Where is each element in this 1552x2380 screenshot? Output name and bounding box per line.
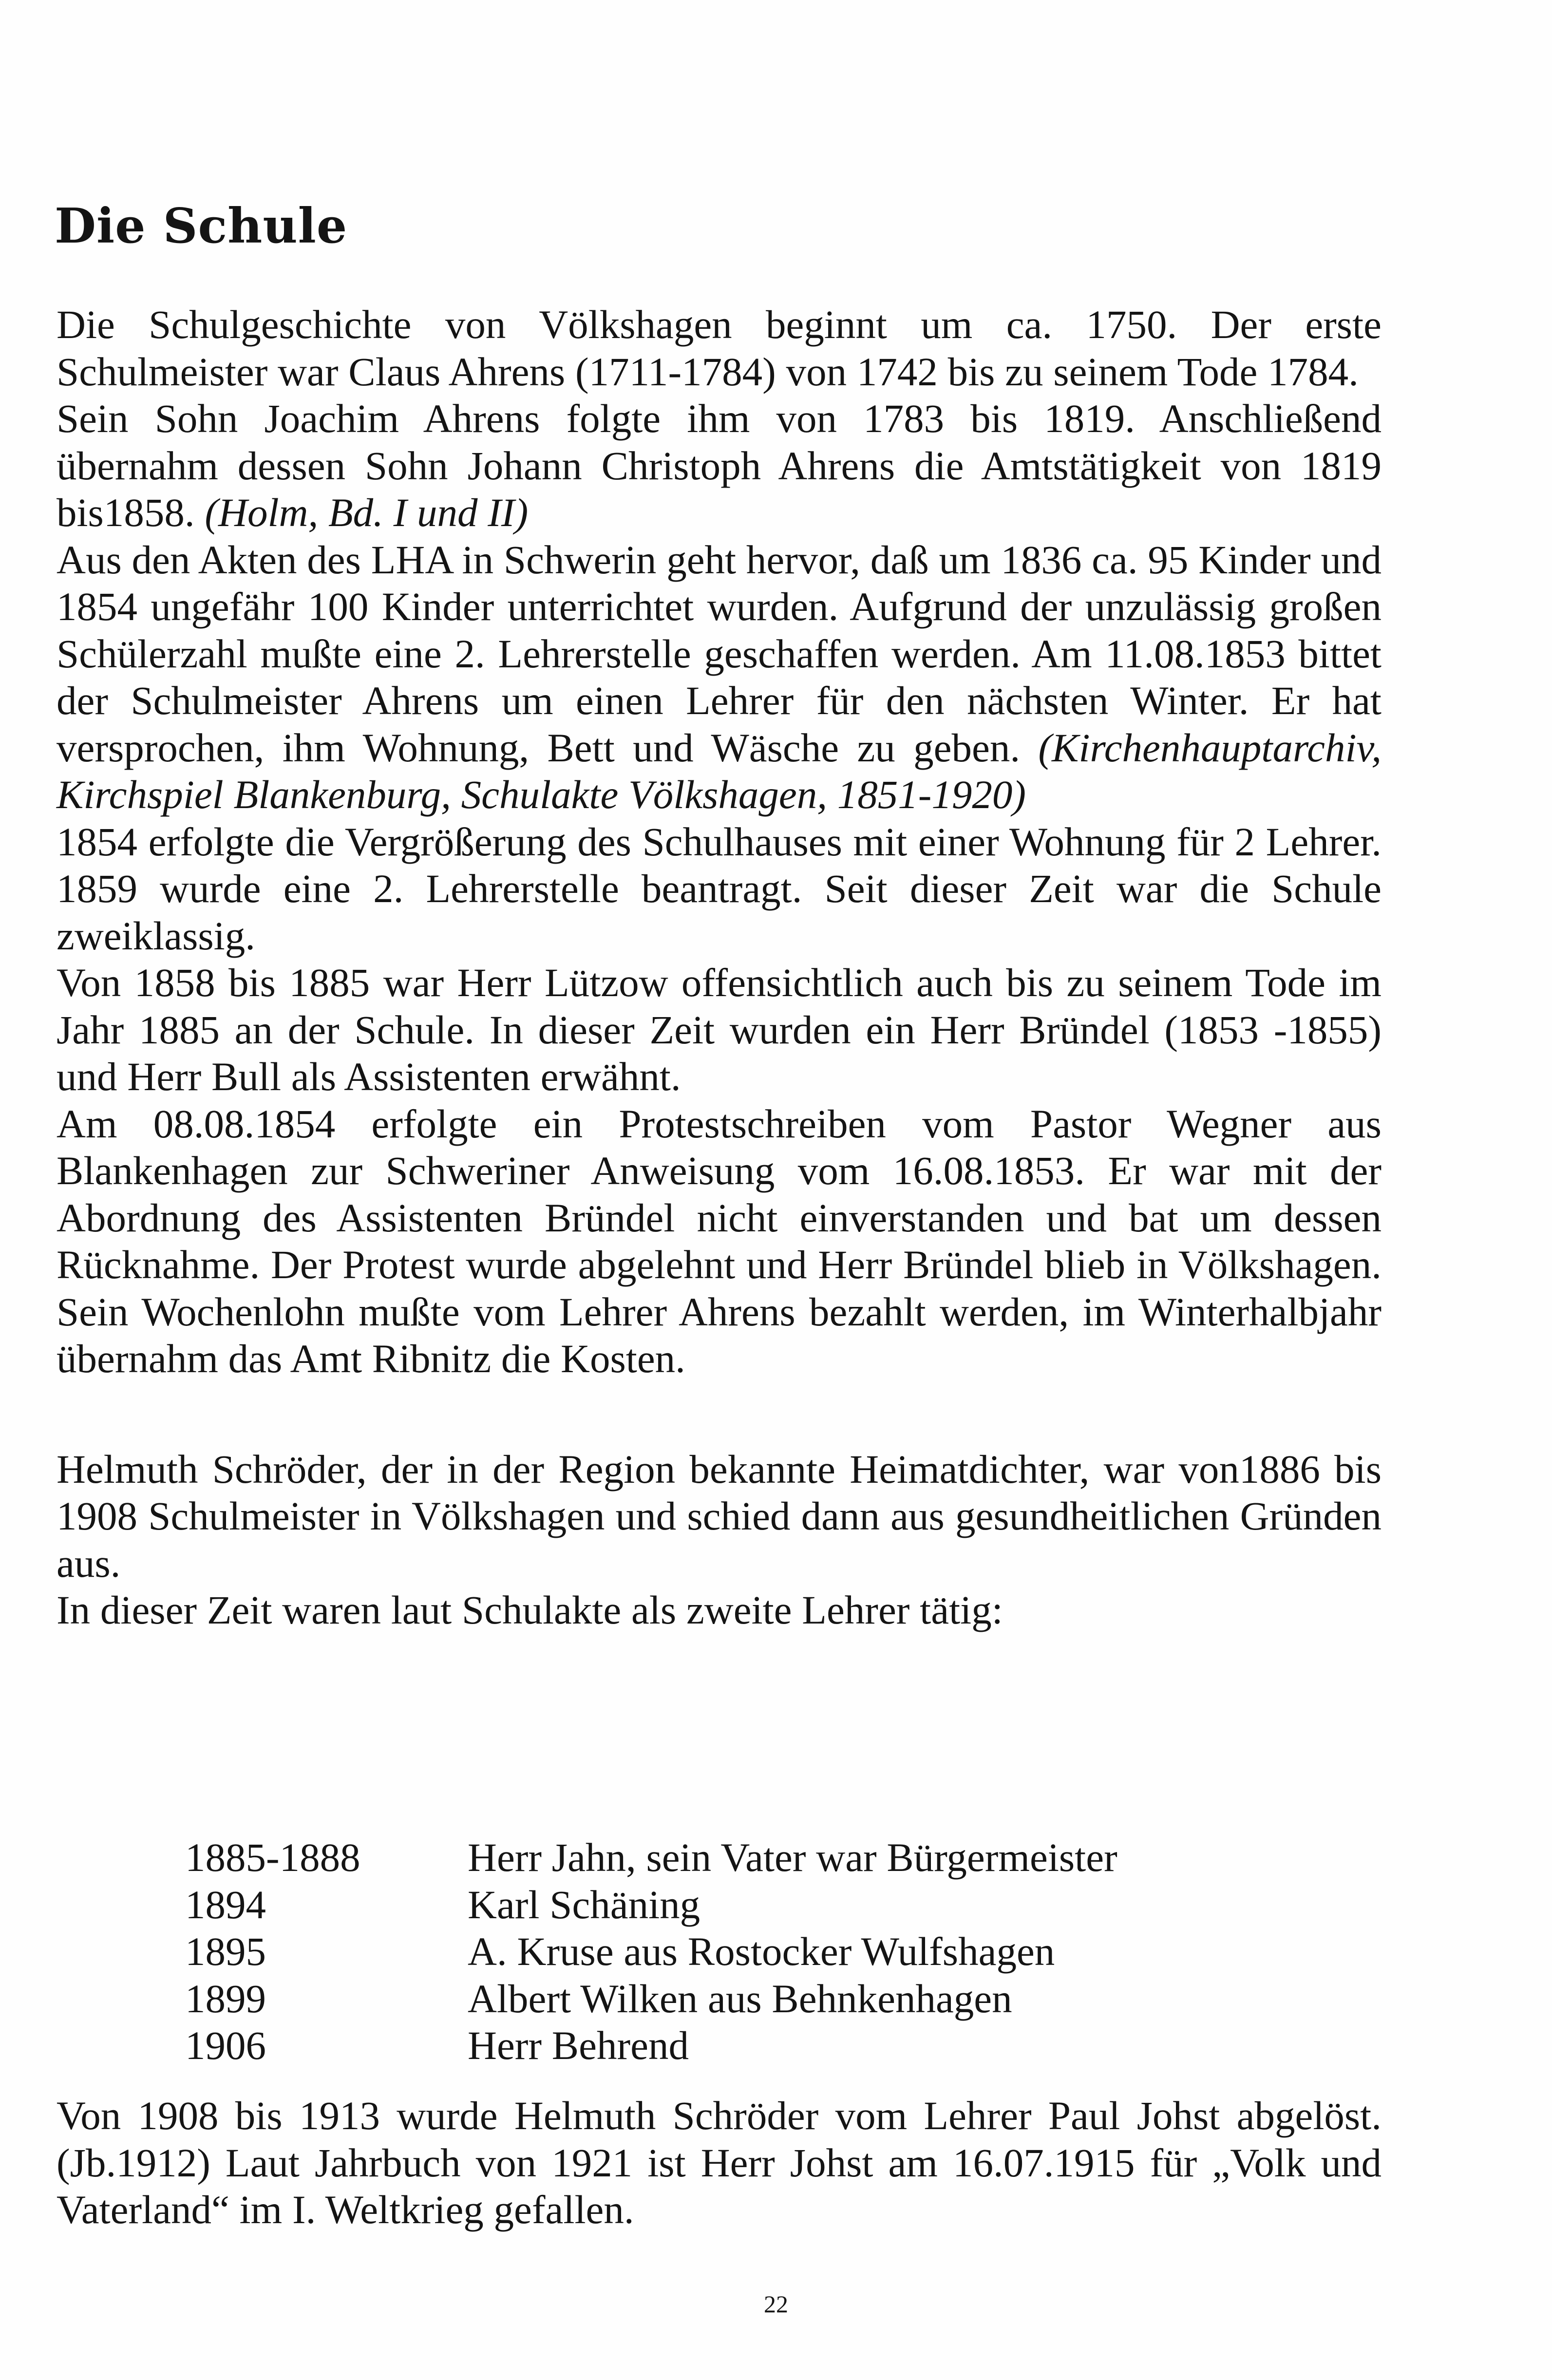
- page-title: Die Schule: [55, 198, 348, 254]
- teacher-years: 1899: [185, 1976, 266, 2021]
- paragraph-helmuth-schroeder: Helmuth Schröder, der in der Region bekannte Heimatdichter, war von1886 bis 1908 Schulmeister in Völkshagen und schied dann aus gesundheitlichen Gründen aus.: [57, 1446, 1382, 1586]
- teacher-years: 1885-1888: [185, 1835, 360, 1880]
- source-reference: (Kirchenhauptarchiv, Kirchspiel Blankenburg, Schulakte Völkshagen, 1851-1920): [57, 725, 1382, 817]
- teacher-name: Albert Wilken aus Behnkenhagen: [468, 1976, 1012, 2021]
- teacher-years: 1895: [185, 1929, 266, 1974]
- teacher-row: [185, 1881, 1117, 1928]
- teacher-row: [185, 1834, 1117, 1881]
- paragraph-paul-johst: Von 1908 bis 1913 wurde Helmuth Schröder vom Lehrer Paul Johst abgelöst. (Jb.1912) Laut Jahrbuch von 1921 ist Herr Johst am 16.07.1915 für „Volk und Vaterland“ im I. Weltkrieg gefallen.: [57, 2093, 1382, 2232]
- paragraph-second-teachers-intro: In dieser Zeit waren laut Schulakte als zweite Lehrer tätig:: [57, 1587, 1003, 1632]
- teacher-name: Herr Jahn, sein Vater war Bürgermeister: [468, 1835, 1117, 1880]
- paragraph-school-expansion: 1854 erfolgte die Vergrößerung des Schulhauses mit einer Wohnung für 2 Lehrer. 1859 wurde eine 2. Lehrerstelle beantragt. Seit dieser Zeit war die Schule zweiklassig.: [57, 819, 1382, 958]
- paragraph-protest-letter: Am 08.08.1854 erfolgte ein Protestschreiben vom Pastor Wegner aus Blankenhagen zur Schweriner Anweisung vom 16.08.1853. Er war mit der Abordnung des Assistenten Bründel nicht einverstanden und bat um dessen Rücknahme. Der Protest wurde abgelehnt und Herr Bründel blieb in Völkshagen. Sein Wochenlohn mußte vom Lehrer Ahrens bezahlt werden, im Winterhalbjahr übernahm das Amt Ribnitz die Kosten.: [57, 1101, 1382, 1381]
- teacher-name: A. Kruse aus Rostocker Wulfshagen: [468, 1929, 1055, 1974]
- teacher-name: Karl Schäning: [468, 1882, 700, 1927]
- source-reference: (Holm, Bd. I und II): [205, 490, 529, 535]
- paragraph-joachim-ahrens: [57, 395, 1382, 536]
- body-text: [57, 301, 1382, 1634]
- paragraph-lha-records: [57, 536, 1382, 818]
- teacher-list: [185, 1834, 1117, 2069]
- paragraph-text: Sein Sohn Joachim Ahrens folgte ihm von 1783 bis 1819. Anschließend übernahm dessen Sohn Johann Christoph Ahrens die Amtstätigkeit von 1819 bis1858.: [57, 396, 1382, 535]
- teacher-row: [185, 1928, 1117, 1975]
- teacher-years: 1906: [185, 2023, 266, 2068]
- teacher-years: 1894: [185, 1882, 266, 1927]
- teacher-row: [185, 1975, 1117, 2022]
- teacher-row: [185, 2022, 1117, 2069]
- page-number: 22: [764, 2290, 788, 2318]
- paragraph-school-history: Die Schulgeschichte von Völkshagen beginnt um ca. 1750. Der erste Schulmeister war Claus Ahrens (1711-1784) von 1742 bis zu seinem Tode 1784.: [57, 302, 1382, 394]
- paragraph-luetzow: Von 1858 bis 1885 war Herr Lützow offensichtlich auch bis zu seinem Tode im Jahr 1885 an der Schule. In dieser Zeit wurden ein Herr Bründel (1853 -1855) und Herr Bull als Assistenten erwähnt.: [57, 960, 1382, 1099]
- teacher-name: Herr Behrend: [468, 2023, 689, 2068]
- paragraph-text: Aus den Akten des LHA in Schwerin geht hervor, daß um 1836 ca. 95 Kinder und 1854 ungefähr 100 Kinder unterrichtet wurden. Aufgrund der unzulässig großen Schülerzahl mußte eine 2. Lehrerstelle geschaffen werden. Am 11.08.1853 bittet der Schulmeister Ahrens um einen Lehrer für den nächsten Winter. Er hat versprochen, ihm Wohnung, Bett und Wäsche zu geben.: [57, 537, 1382, 770]
